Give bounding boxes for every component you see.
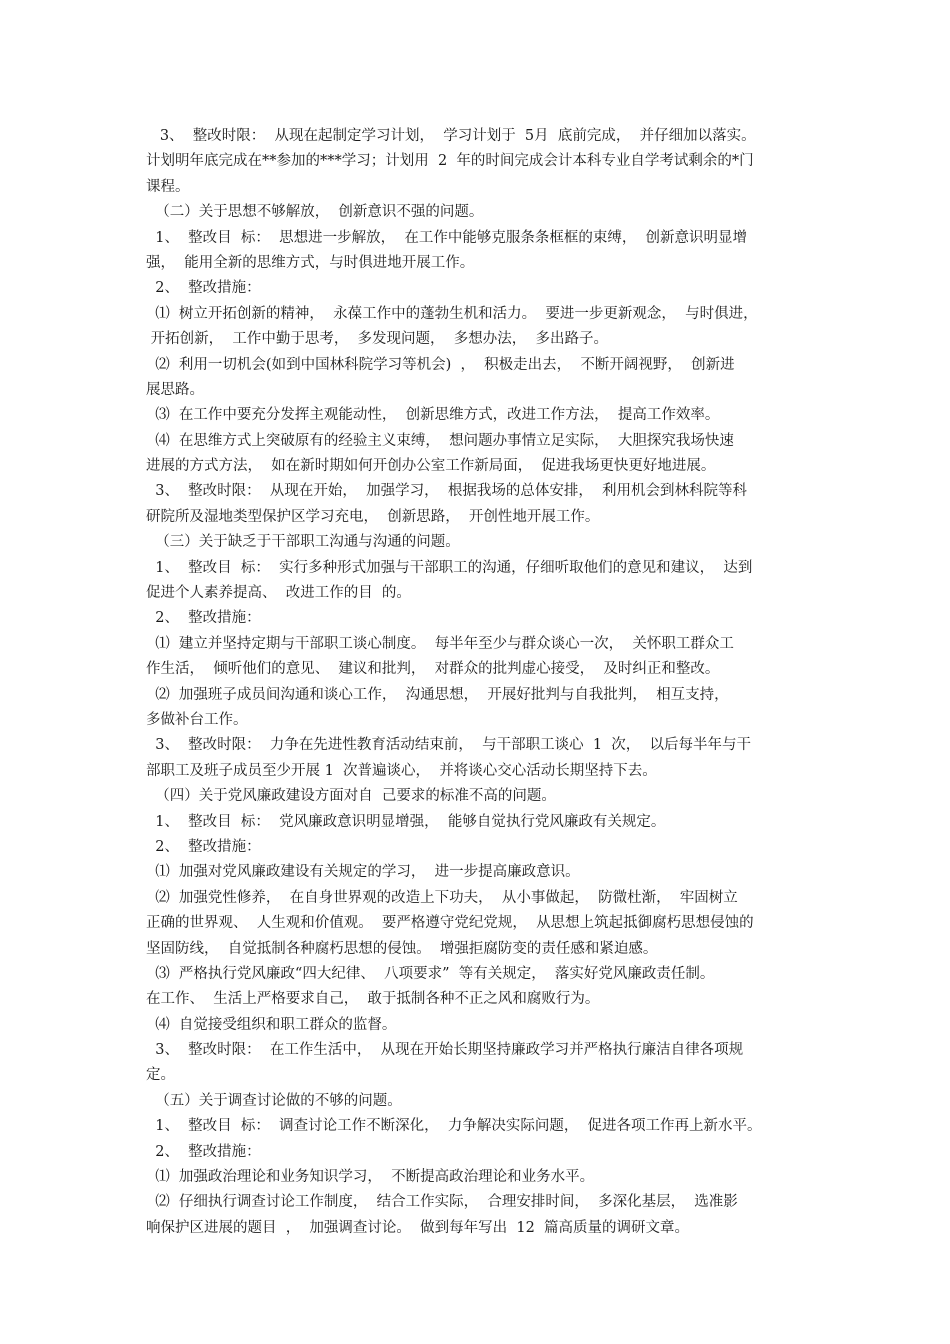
text-line: ⑴ 建立并坚持定期与干部职工谈心制度。 每半年至少与群众谈心一次， 关怀职工群众工 <box>146 635 734 652</box>
text-line: 2、 整改措施： <box>146 1143 261 1160</box>
section-heading: （二）关于思想不够解放， 创新意识不强的问题。 <box>146 204 484 221</box>
text-line: ⑷ 自觉接受组织和职工群众的监督。 <box>146 1016 397 1033</box>
text-line: 部职工及班子成员至少开展 1 次普遍谈心， 并将谈心交心活动长期坚持下去。 <box>146 762 657 779</box>
text-line: 1、 整改目 标： 思想进一步解放， 在工作中能够克服条条框框的束缚， 创新意识明显增 <box>146 229 748 246</box>
text-line: 开拓创新， 工作中勤于思考， 多发现问题， 多想办法， 多出路子。 <box>146 331 608 348</box>
text-line: ⑴ 加强对党风廉政建设有关规定的学习， 进一步提高廉政意识。 <box>146 864 580 881</box>
section-heading: （五）关于调查讨论做的不够的问题。 <box>146 1092 402 1109</box>
text-line: 展思路。 <box>146 381 204 398</box>
text-line: 在工作、 生活上严格要求自己， 敢于抵制各种不正之风和腐败行为。 <box>146 991 600 1008</box>
text-line: ⑴ 加强政治理论和业务知识学习， 不断提高政治理论和业务水平。 <box>146 1169 595 1186</box>
text-line: 3、 整改时限： 从现在开始， 加强学习， 根据我场的总体安排， 利用机会到林科院等科 <box>146 483 748 500</box>
text-line: ⑵ 利用一切机会(如到中国林科院学习等机会) ， 积极走出去， 不断开阔视野， 创新进 <box>146 356 735 373</box>
text-line: ⑶ 在工作中要充分发挥主观能动性， 创新思维方式，改进工作方法， 提高工作效率。 <box>146 407 720 424</box>
text-line: ⑴ 树立开拓创新的精神， 永葆工作中的蓬勃生机和活力。 要进一步更新观念， 与时俱进， <box>146 305 758 322</box>
text-line: 响保护区进展的题目 ， 加强调查讨论。 做到每年写出 12 篇高质量的调研文章。 <box>146 1219 690 1236</box>
text-line: 3、 整改时限： 力争在先进性教育活动结束前， 与干部职工谈心 1 次， 以后每半年与干 <box>146 737 751 754</box>
text-line: 作生活， 倾听他们的意见、 建议和批判， 对群众的批判虚心接受， 及时纠正和整改。 <box>146 661 720 678</box>
text-line: 研院所及湿地类型保护区学习充电， 创新思路， 开创性地开展工作。 <box>146 508 600 525</box>
text-line: ⑵ 仔细执行调查讨论工作制度， 结合工作实际， 合理安排时间， 多深化基层， 选准影 <box>146 1194 738 1211</box>
text-line: 坚固防线， 自觉抵制各种腐朽思想的侵蚀。 增强拒腐防变的责任感和紧迫感。 <box>146 940 658 957</box>
text-line: 2、 整改措施： <box>146 838 261 855</box>
text-line: 1、 整改目 标： 调查讨论工作不断深化， 力争解决实际问题， 促进各项工作再上新水平。 <box>146 1118 762 1135</box>
section-heading: （三）关于缺乏于干部职工沟通与沟通的问题。 <box>146 534 460 551</box>
text-line: ⑷ 在思维方式上突破原有的经验主义束缚， 想问题办事情立足实际， 大胆探究我场快速 <box>146 432 734 449</box>
text-line: 多做补台工作。 <box>146 711 248 728</box>
text-line: 促进个人素养提高、 改进工作的目 的。 <box>146 585 411 602</box>
text-line: 定。 <box>146 1067 175 1084</box>
text-line: 1、 整改目 标： 实行多种形式加强与干部职工的沟通，仔细听取他们的意见和建议， 达到 <box>146 559 753 576</box>
text-line: ⑵ 加强班子成员间沟通和谈心工作， 沟通思想， 开展好批判与自我批判， 相互支持， <box>146 686 729 703</box>
text-line: 3、 整改时限： 在工作生活中， 从现在开始长期坚持廉政学习并严格执行廉洁自律各项规 <box>146 1042 744 1059</box>
text-line: 1、 整改目 标： 党风廉政意识明显增强， 能够自觉执行党风廉政有关规定。 <box>146 813 666 830</box>
section-heading: （四）关于党风廉政建设方面对自 己要求的标准不高的问题。 <box>146 788 556 805</box>
text-line: 2、 整改措施： <box>146 280 261 297</box>
text-line: 强， 能用全新的思维方式，与时俱进地开展工作。 <box>146 254 475 271</box>
text-line: 2、 整改措施： <box>146 610 261 627</box>
text-line: 3、 整改时限： 从现在起制定学习计划， 学习计划于 5月 底前完成， 并仔细加以落实。 <box>146 128 756 144</box>
text-line: 计划明年底完成在**参加的***学习；计划用 2 年的时间完成会计本科专业自学考试剩余的*门 <box>146 153 754 170</box>
text-line: ⑵ 加强党性修养， 在自身世界观的改造上下功夫， 从小事做起， 防微杜渐， 牢固树立 <box>146 889 738 906</box>
text-line: 正确的世界观、 人生观和价值观。 要严格遵守党纪党规， 从思想上筑起抵御腐朽思想侵蚀的 <box>146 915 754 932</box>
text-line: 课程。 <box>146 178 190 195</box>
text-line: 进展的方式方法， 如在新时期如何开创办公室工作新局面， 促进我场更快更好地进展。 <box>146 458 716 475</box>
text-line: ⑶ 严格执行党风廉政“四大纪律、 八项要求” 等有关规定， 落实好党风廉政责任制。 <box>146 965 715 982</box>
document-body <box>146 124 812 1241</box>
